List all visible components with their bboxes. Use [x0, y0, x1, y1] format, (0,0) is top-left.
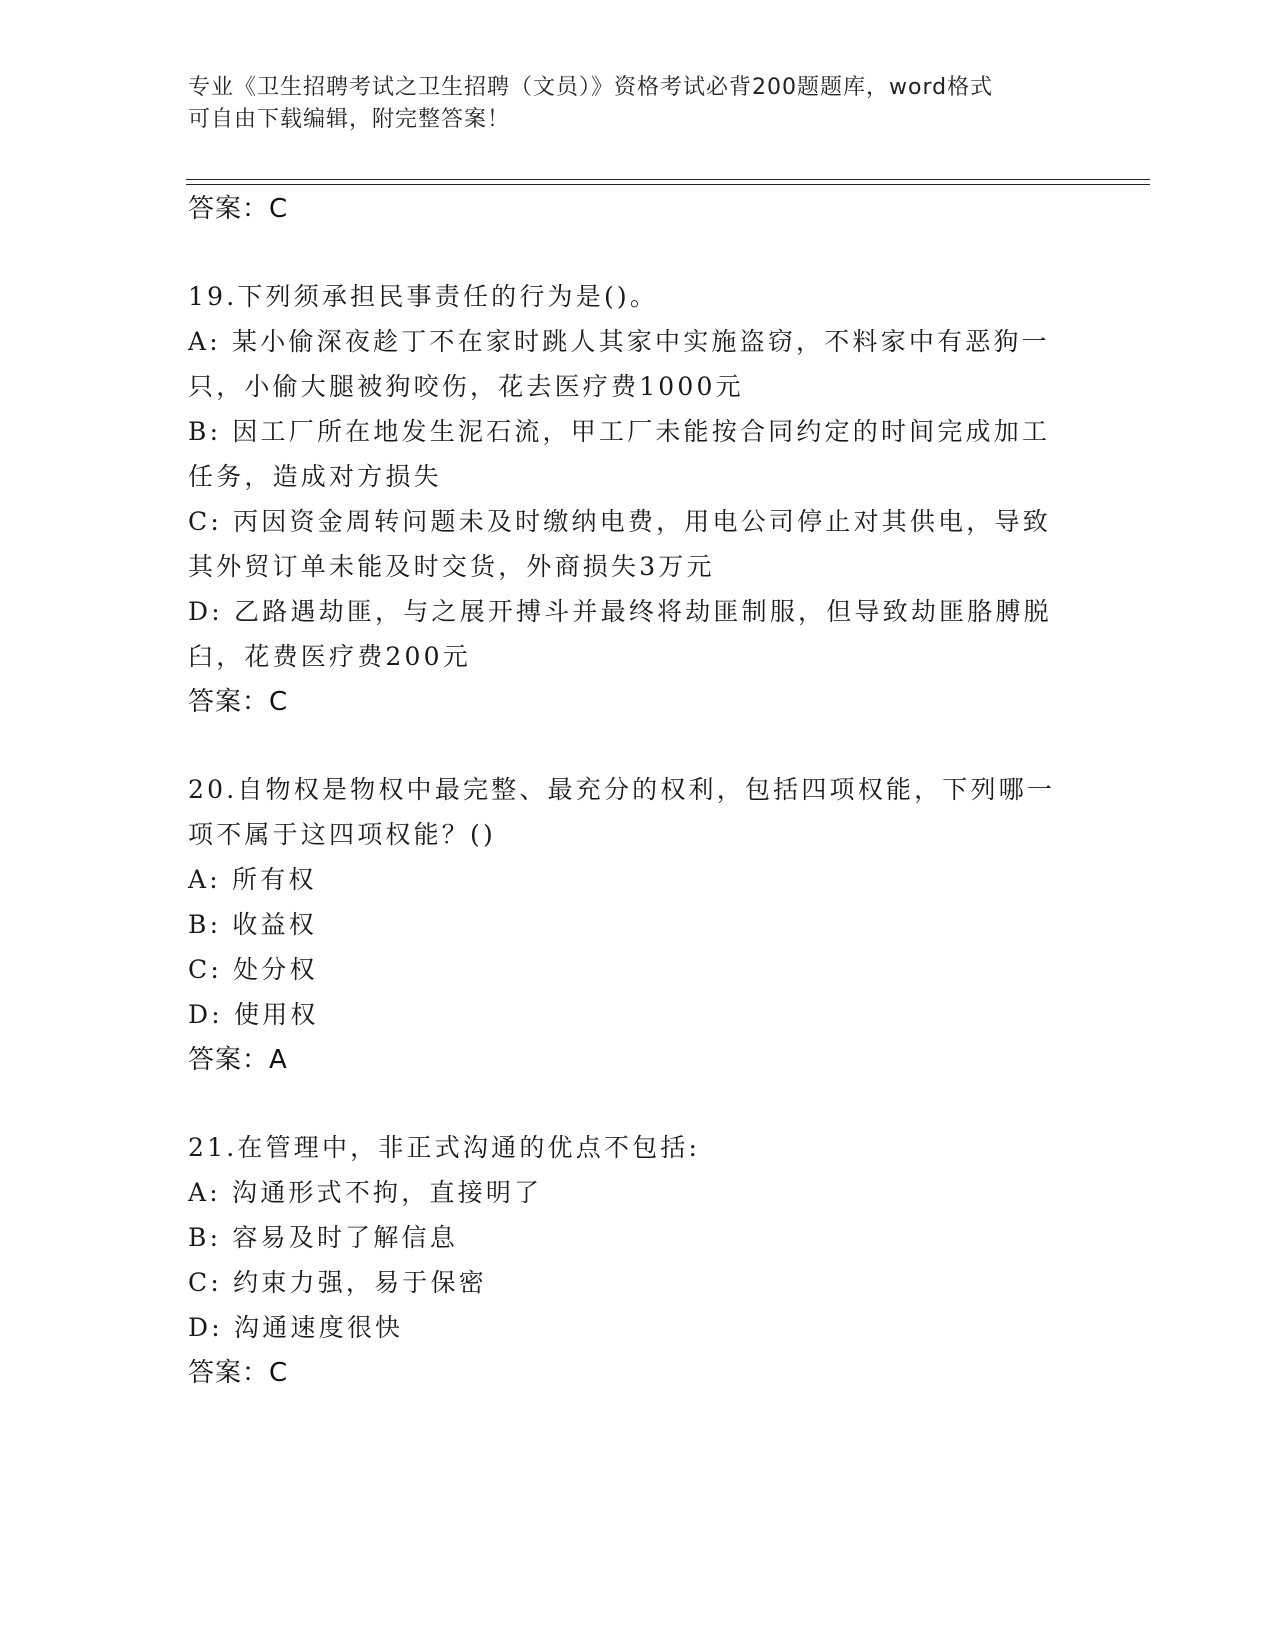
question-21-option-b: B: 容易及时了解信息 [188, 1223, 458, 1252]
question-21-option-d: D: 沟通速度很快 [188, 1313, 404, 1342]
spacer [188, 232, 1108, 274]
question-19 [188, 274, 1108, 725]
question-19-answer: 答案：C [188, 687, 289, 717]
question-21 [188, 1125, 1108, 1396]
question-19-option-b: B: 因工厂所在地发生泥石流，甲工厂未能按合同约定的时间完成加工 [188, 417, 1051, 446]
header-divider-bottom [186, 184, 1150, 185]
question-20-stem: 20.自物权是物权中最完整、最充分的权利，包括四项权能，下列哪一 [188, 775, 1056, 804]
spacer [188, 725, 1108, 767]
question-21-stem: 21.在管理中，非正式沟通的优点不包括: [188, 1133, 701, 1162]
header-line-1: 专业《卫生招聘考试之卫生招聘（文员）》资格考试必背200题题库，word格式 [188, 75, 994, 100]
header-divider-top [186, 179, 1150, 180]
answer-previous: 答案：C [188, 194, 289, 224]
question-20 [188, 767, 1108, 1083]
question-19-option-d-cont: 臼，花费医疗费200元 [188, 642, 471, 671]
question-21-option-c: C: 约束力强，易于保密 [188, 1268, 487, 1297]
document-header [188, 72, 1088, 136]
question-20-option-c: C: 处分权 [188, 955, 318, 984]
question-20-option-a: A: 所有权 [188, 865, 317, 894]
question-19-option-a-cont: 只，小偷大腿被狗咬伤，花去医疗费1000元 [188, 372, 744, 401]
question-19-option-c-cont: 其外贸订单未能及时交货，外商损失3万元 [188, 552, 715, 581]
question-19-option-c: C: 丙因资金周转问题未及时缴纳电费，用电公司停止对其供电，导致 [188, 507, 1051, 536]
question-19-option-a: A: 某小偷深夜趁丁不在家时跳人其家中实施盗窃，不料家中有恶狗一 [188, 327, 1050, 356]
question-20-option-d: D: 使用权 [188, 1000, 319, 1029]
question-19-stem: 19.下列须承担民事责任的行为是()。 [188, 282, 659, 311]
spacer [188, 1083, 1108, 1125]
question-19-option-d: D: 乙路遇劫匪，与之展开搏斗并最终将劫匪制服，但导致劫匪胳膊脱 [188, 597, 1052, 626]
question-20-stem-cont: 项不属于这四项权能？() [188, 820, 496, 849]
document-body [188, 186, 1108, 1396]
question-19-option-b-cont: 任务，造成对方损失 [188, 462, 442, 491]
question-20-option-b: B: 收益权 [188, 910, 317, 939]
question-20-answer: 答案：A [188, 1045, 288, 1075]
question-21-answer: 答案：C [188, 1358, 289, 1388]
header-line-2: 可自由下载编辑，附完整答案！ [188, 107, 511, 132]
question-21-option-a: A: 沟通形式不拘，直接明了 [188, 1178, 543, 1207]
